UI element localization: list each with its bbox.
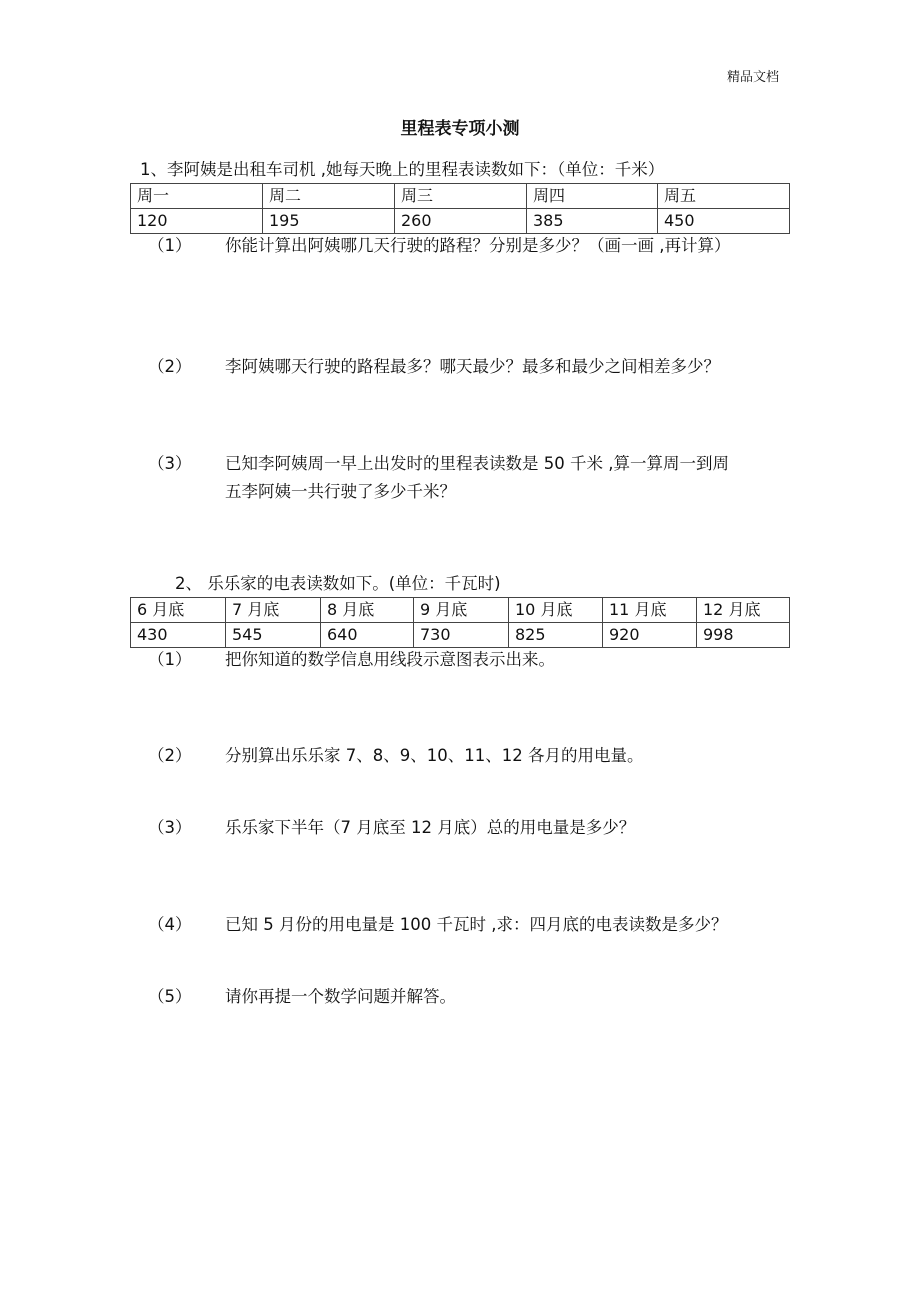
table-header-cell: 周三 — [395, 184, 527, 209]
question-text: 已知 5 月份的用电量是 100 千瓦时 ,求：四月底的电表读数是多少？ — [225, 915, 728, 934]
question-text: 李阿姨哪天行驶的路程最多？哪天最少？最多和最少之间相差多少？ — [225, 357, 720, 376]
table-header-cell: 12 月底 — [697, 598, 790, 623]
table-header-cell: 6 月底 — [131, 598, 226, 623]
question-text: 乐乐家下半年（7 月底至 12 月底）总的用电量是多少？ — [225, 818, 636, 837]
table-header-cell: 8 月底 — [321, 598, 414, 623]
table-header-cell: 7 月底 — [226, 598, 321, 623]
page-header: 精品文档 — [727, 70, 780, 85]
table-header-cell: 周一 — [131, 184, 263, 209]
question-text: 五李阿姨一共行驶了多少千米？ — [225, 482, 456, 501]
question-text: 你能计算出阿姨哪几天行驶的路程？分别是多少？（画一画 ,再计算） — [225, 236, 731, 255]
question-text: 请你再提一个数学问题并解答。 — [225, 987, 456, 1006]
question-number: （4） — [148, 915, 192, 934]
table-cell: 260 — [395, 209, 527, 234]
question-text: 已知李阿姨周一早上出发时的里程表读数是 50 千米 ,算一算周一到周 — [225, 454, 729, 473]
page-title: 里程表专项小测 — [400, 119, 520, 139]
table-header-cell: 10 月底 — [509, 598, 603, 623]
table-cell: 385 — [527, 209, 658, 234]
table-header-cell: 周四 — [527, 184, 658, 209]
question-number: （1） — [148, 650, 192, 669]
table-cell: 825 — [509, 623, 603, 648]
table-row — [131, 598, 790, 623]
table-cell: 120 — [131, 209, 263, 234]
question-number: （2） — [148, 357, 192, 376]
table-cell: 730 — [414, 623, 509, 648]
question-text: 把你知道的数学信息用线段示意图表示出来。 — [225, 650, 555, 669]
table-header-cell: 周二 — [263, 184, 395, 209]
question-number: （3） — [148, 454, 192, 473]
section2-intro: 2、 乐乐家的电表读数如下。(单位：千瓦时) — [175, 574, 501, 593]
table-header-cell: 9 月底 — [414, 598, 509, 623]
table-row — [131, 623, 790, 648]
table-cell: 998 — [697, 623, 790, 648]
table-header-cell: 11 月底 — [603, 598, 697, 623]
table-cell: 920 — [603, 623, 697, 648]
table-cell: 545 — [226, 623, 321, 648]
table-cell: 195 — [263, 209, 395, 234]
table-row — [131, 209, 790, 234]
section1-intro: 1、李阿姨是出租车司机 ,她每天晚上的里程表读数如下：（单位：千米） — [140, 160, 665, 179]
table-row — [131, 184, 790, 209]
table-cell: 450 — [658, 209, 790, 234]
question-text: 分别算出乐乐家 7、8、9、10、11、12 各月的用电量。 — [225, 746, 644, 765]
electricity-table — [130, 597, 790, 648]
question-number: （3） — [148, 818, 192, 837]
question-number: （2） — [148, 746, 192, 765]
table-cell: 640 — [321, 623, 414, 648]
question-number: （5） — [148, 987, 192, 1006]
table-cell: 430 — [131, 623, 226, 648]
question-number: （1） — [148, 236, 192, 255]
odometer-table — [130, 183, 790, 234]
table-header-cell: 周五 — [658, 184, 790, 209]
